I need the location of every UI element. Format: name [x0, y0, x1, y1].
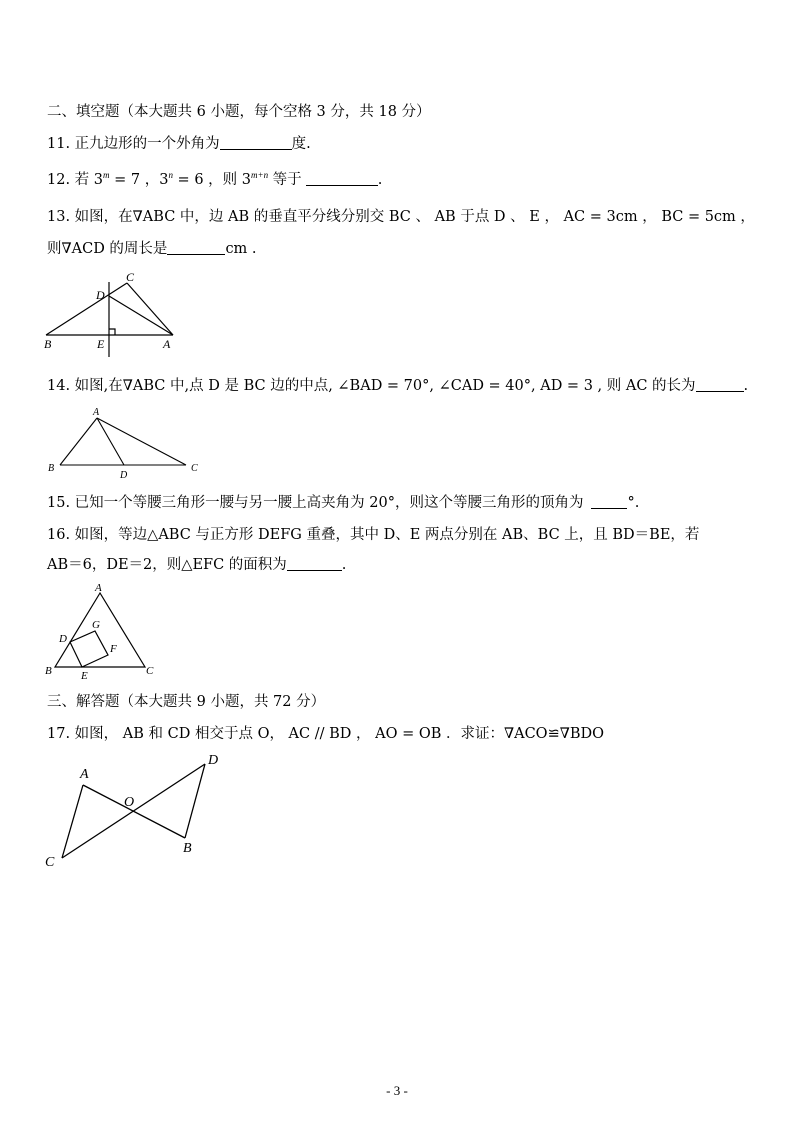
- question-text: 等于: [268, 172, 302, 188]
- question-text: 如图，在∇ABC 中，边 AB 的垂直平分线分别交 BC 、 AB 于点 D 、 E ， AC = 3cm ， BC = 5cm ，: [74, 209, 755, 225]
- label-a: A: [163, 337, 171, 351]
- section-heading-solutions: 三、解答题（本大题共 9 小题，共 72 分）: [47, 694, 326, 710]
- question-number: 17.: [47, 726, 71, 742]
- question-text: AB＝6，DE＝2，则△EFC 的面积为: [47, 557, 287, 573]
- label-b: B: [44, 337, 52, 351]
- label-b: B: [48, 463, 55, 474]
- degree-sign: °.: [627, 495, 640, 511]
- label-d: D: [120, 470, 128, 481]
- question-text: 正九边形的一个外角为: [74, 136, 220, 152]
- question-text: 已知一个等腰三角形一腰与另一腰上高夹角为 20°，则这个等腰三角形的顶角为: [74, 495, 584, 511]
- question-text: 如图， AB 和 CD 相交于点 O， AC // BD ， AO = OB ．求证：∇ACO≌∇BDO: [74, 726, 605, 742]
- section-heading-fill-blank: 二、填空题（本大题共 6 小题，每个空格 3 分，共 18 分）: [47, 104, 431, 120]
- label-c: C: [146, 665, 154, 677]
- question-text: 则∇ACD 的周长是: [47, 241, 168, 257]
- question-text: 如图,在∇ABC 中,点 D 是 BC 边的中点, ∠BAD = 70°, ∠CAD = 40°, AD = 3 , 则 AC 的长为: [74, 378, 696, 394]
- segment-ac: [62, 785, 83, 858]
- equation-part: = 6 ，则 3: [172, 172, 251, 188]
- question-number: 13.: [47, 209, 71, 225]
- label-d: D: [96, 288, 105, 302]
- label-a: A: [93, 407, 100, 418]
- question-number: 11.: [47, 136, 71, 152]
- label-f: F: [110, 643, 117, 655]
- question-number: 12.: [47, 172, 71, 188]
- label-c: C: [45, 855, 55, 870]
- label-a: A: [80, 767, 89, 782]
- label-c: C: [191, 463, 198, 474]
- label-o: O: [124, 795, 135, 810]
- question-text: 若 3: [74, 172, 104, 188]
- label-e: E: [97, 337, 105, 351]
- page-number: - 3 -: [386, 1083, 408, 1098]
- exponent-n: n: [168, 170, 173, 180]
- exponent-m: m: [103, 170, 110, 180]
- label-b: B: [45, 665, 52, 677]
- label-b: B: [183, 841, 192, 856]
- question-number: 14.: [47, 378, 71, 394]
- period: .: [341, 557, 347, 573]
- period: .: [377, 172, 383, 188]
- period: .: [743, 378, 749, 394]
- question-number: 15.: [47, 495, 71, 511]
- question-number: 16.: [47, 527, 71, 543]
- label-d: D: [59, 633, 67, 645]
- label-d: D: [208, 753, 219, 768]
- label-g: G: [92, 619, 100, 631]
- label-c: C: [126, 270, 135, 284]
- label-e: E: [81, 670, 88, 682]
- equation-part: = 7 ，3: [109, 172, 169, 188]
- question-unit: cm .: [225, 241, 257, 257]
- label-a: A: [95, 582, 102, 594]
- question-text: 如图，等边△ABC 与正方形 DEFG 重叠，其中 D、E 两点分别在 AB、BC 上，且 BD＝BE，若: [74, 527, 700, 543]
- exponent-m-plus-n: m+n: [251, 170, 269, 180]
- question-text-after: 度.: [291, 136, 311, 152]
- segment-ab: [83, 785, 185, 838]
